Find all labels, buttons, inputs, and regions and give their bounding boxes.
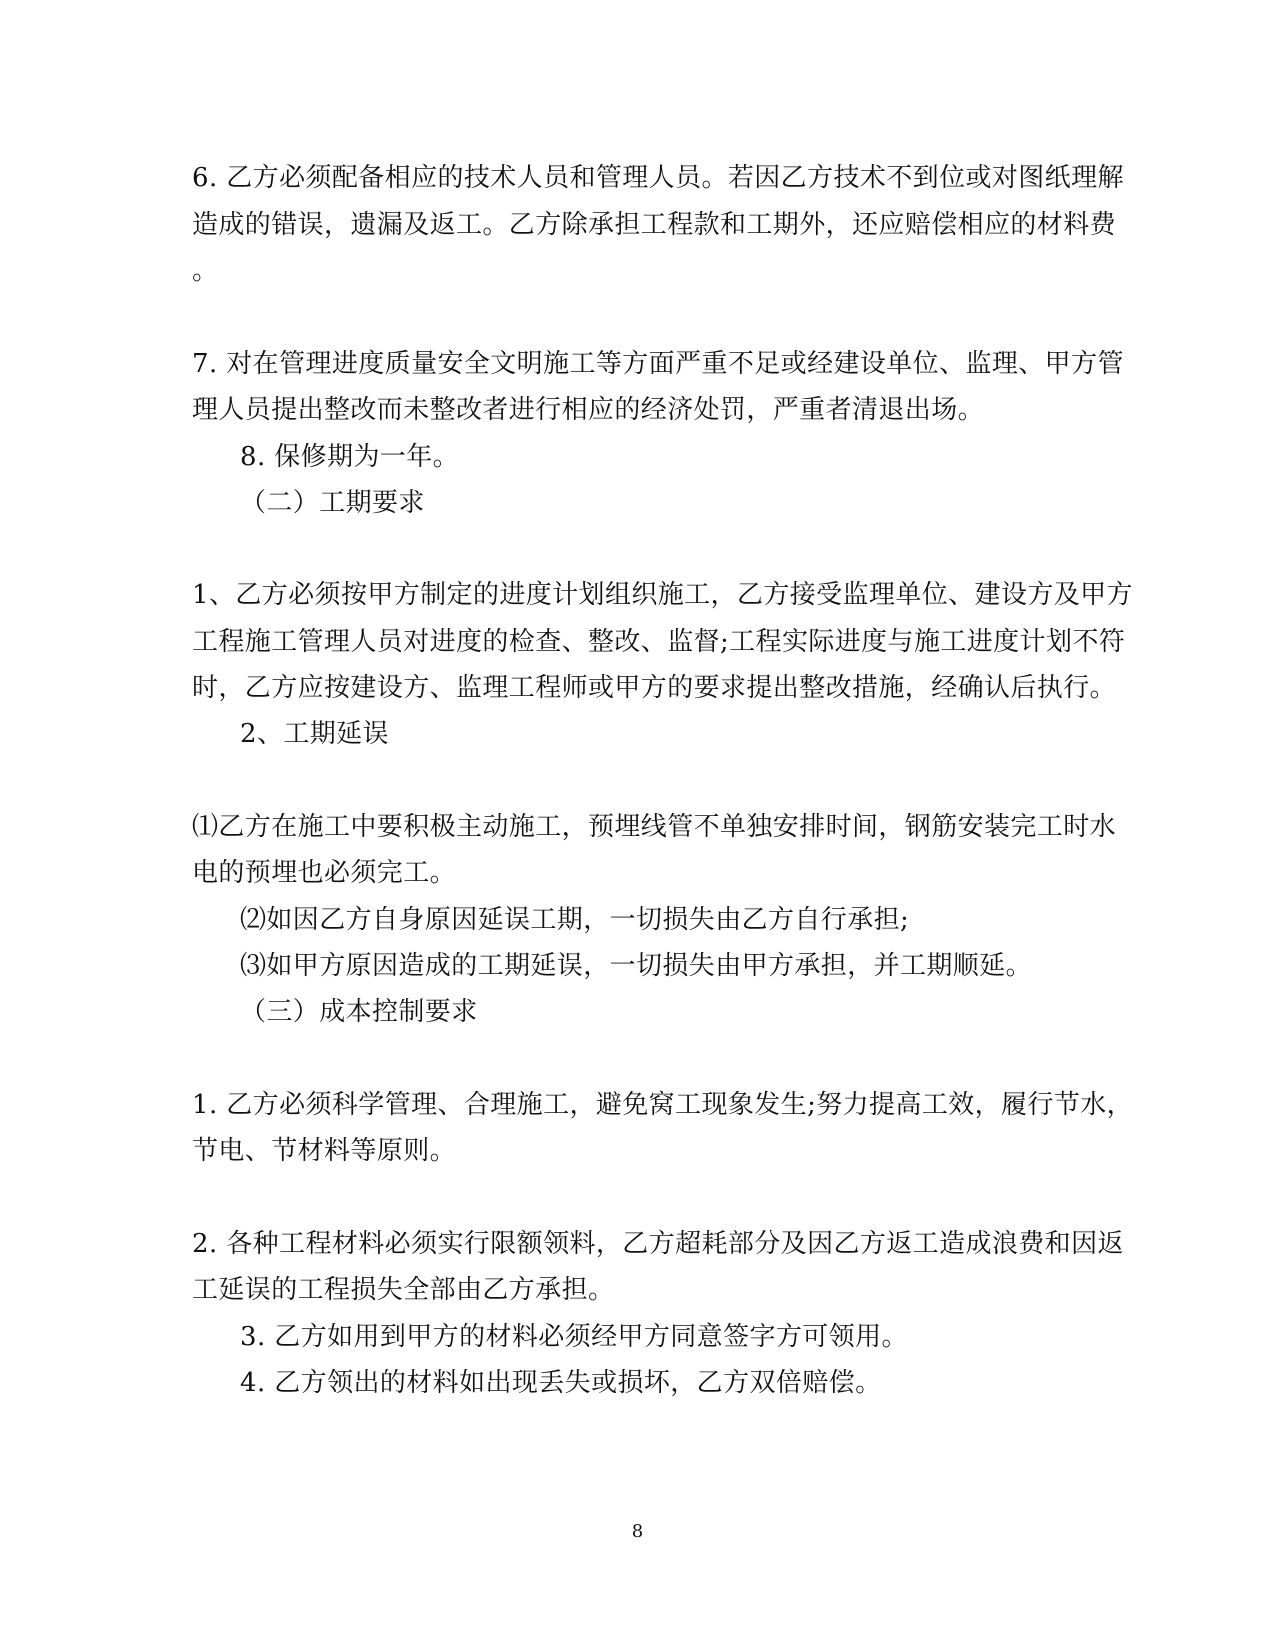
text-line: 造成的错误，遗漏及返工。乙方除承担工程款和工期外，还应赔偿相应的材料费 <box>192 210 1117 240</box>
text-line: ⑴乙方在施工中要积极主动施工，预埋线管不单独安排时间，钢筋安装完工时水 <box>192 812 1117 842</box>
text-line: 2. 各种工程材料必须实行限额领料，乙方超耗部分及因乙方返工造成浪费和因返 <box>192 1229 1124 1259</box>
text-line: 理人员提出整改而未整改者进行相应的经济处罚，严重者清退出场。 <box>192 395 985 425</box>
text-line: 工程施工管理人员对进度的检查、整改、监督;工程实际进度与施工进度计划不符 <box>192 627 1126 657</box>
text-line: 7. 对在管理进度质量安全文明施工等方面严重不足或经建设单位、监理、甲方管 <box>192 349 1124 379</box>
text-line: 3. 乙方如用到甲方的材料必须经甲方同意签字方可领用。 <box>240 1322 908 1352</box>
section-heading: 2、工期延误 <box>240 719 389 749</box>
text-line: 节电、节材料等原则。 <box>192 1136 457 1166</box>
text-line: 4. 乙方领出的材料如出现丢失或损坏，乙方双倍赔偿。 <box>240 1368 882 1398</box>
section-heading: （三）成本控制要求 <box>240 997 478 1027</box>
text-line: 1、乙方必须按甲方制定的进度计划组织施工，乙方接受监理单位、建设方及甲方 <box>192 580 1133 610</box>
text-line: 。 <box>192 256 219 286</box>
section-heading: （二）工期要求 <box>240 488 425 518</box>
text-line: 电的预埋也必须完工。 <box>192 858 457 888</box>
text-line: 时，乙方应按建设方、监理工程师或甲方的要求提出整改措施，经确认后执行。 <box>192 673 1117 703</box>
text-line: ⑵如因乙方自身原因延误工期，一切损失由乙方自行承担; <box>240 905 910 935</box>
text-line: 工延误的工程损失全部由乙方承担。 <box>192 1275 615 1305</box>
page-number: 8 <box>631 1521 644 1542</box>
text-line: 8. 保修期为一年。 <box>240 442 460 472</box>
text-line: ⑶如甲方原因造成的工期延误，一切损失由甲方承担，并工期顺延。 <box>240 951 1033 981</box>
text-line: 6. 乙方必须配备相应的技术人员和管理人员。若因乙方技术不到位或对图纸理解 <box>192 163 1124 193</box>
text-line: 1. 乙方必须科学管理、合理施工，避免窝工现象发生;努力提高工效，履行节水， <box>192 1090 1134 1120</box>
